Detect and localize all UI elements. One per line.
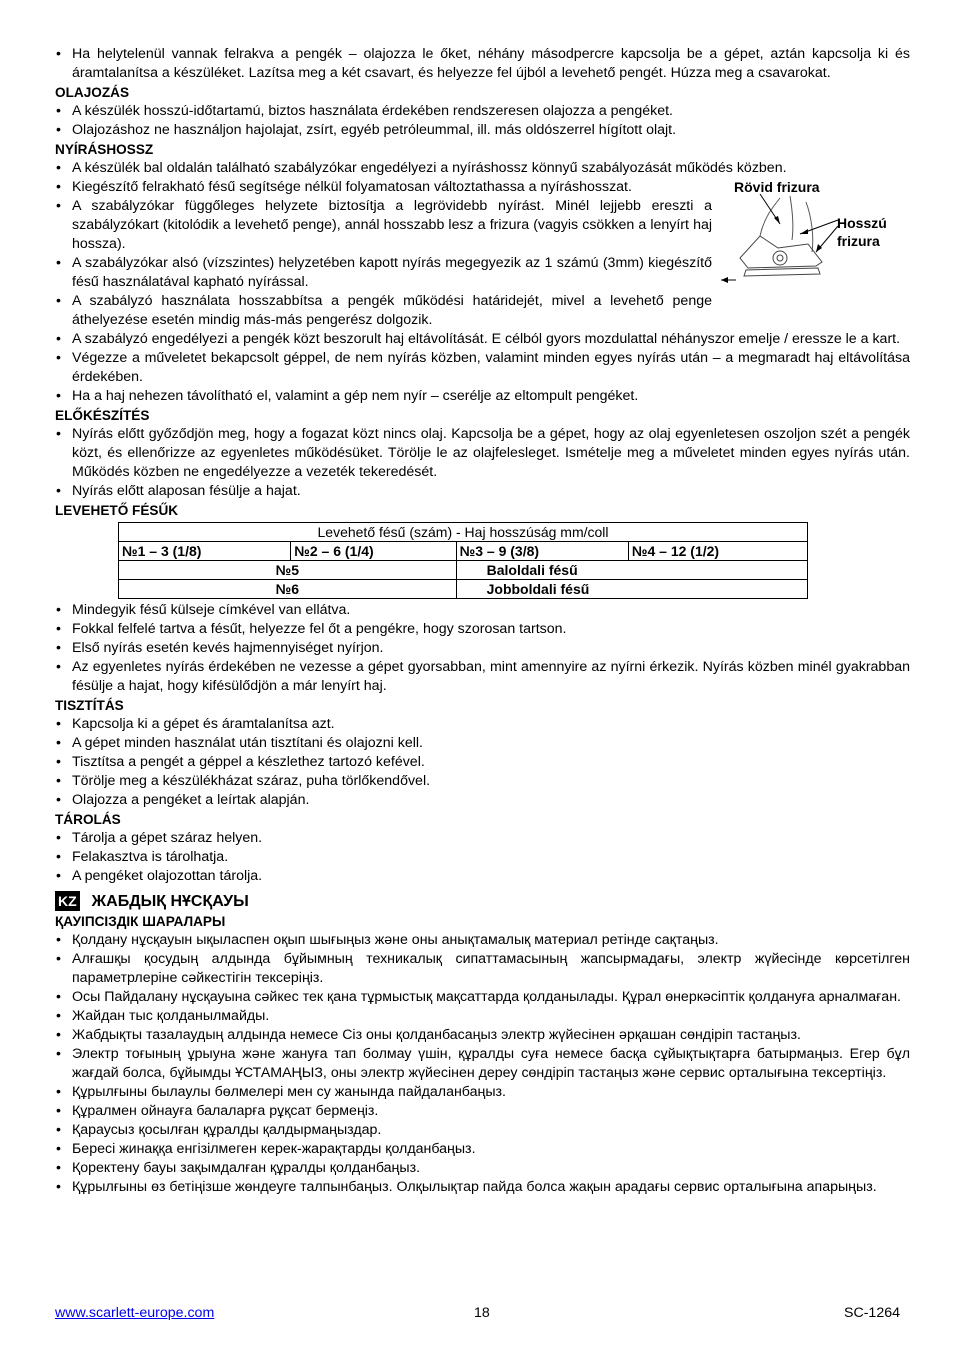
kz-section-header [55, 890, 910, 912]
intro-list [55, 45, 910, 83]
page-number: 18 [474, 1305, 490, 1321]
table-cell: №5 [119, 561, 457, 580]
list-item: • Жабдықты тазалаудың алдында немесе Сіз оны қолданбасаңыз электр жүйесінен әрқашан сөндіріп тастаңыз. [55, 1026, 910, 1045]
page-content [55, 45, 910, 1197]
section-title-storage: TÁROLÁS [55, 812, 121, 827]
kz-manual-title: ЖАБДЫҚ НҰСҚАУЫ [91, 892, 249, 910]
list-item: • Kapcsolja ki a gépet és áramtalanítsa azt. [55, 715, 910, 734]
combs-list [55, 601, 910, 696]
list-item: • Қоректену бауы зақымдалған құралды қолданбаңыз. [55, 1159, 910, 1178]
list-item: • Ha helytelenül vannak felrakva a pengék – olajozza le őket, néhány másodpercre kapcsolja be a gépet, aztán kapcsolja ki és áramtalanítsa a készüléket. Lazítsa meg a két csavart, és helyezze fel újból a levehető pengét. Húzza meg a csavarokat. [55, 45, 910, 83]
list-item: • Бересі жинаққа енгізілмеген керек-жарақтарды қолданбаңыз. [55, 1140, 910, 1159]
table-row [119, 542, 808, 561]
section-title-oiling: OLAJOZÁS [55, 85, 130, 100]
oiling-list [55, 102, 910, 140]
list-item: • Első nyírás esetén kevés hajmennyiséget nyírjon. [55, 639, 910, 658]
list-item: • Nyírás előtt alaposan fésülje a hajat. [55, 482, 910, 501]
table-cell: №3 – 9 (3/8) [456, 542, 628, 561]
figure-label-short: Rövid frizura [734, 179, 820, 195]
section-title-safety: ҚАУІПСІЗДІК ШАРАЛАРЫ [55, 914, 226, 929]
section-title-preparation: ELŐKÉSZÍTÉS [55, 408, 150, 423]
length-list-full [55, 159, 910, 178]
page-footer [55, 1304, 900, 1324]
list-item: • Қараусыз қосылған құралды қалдырмаңыздар. [55, 1121, 910, 1140]
list-item: • Электр тоғының ұрыуна және жануға тап болмау үшін, құралды суға немесе басқа сұйықтықтарға батырмаңыз. Егер бұл жағдай болса, бұйымды ҰСТАМАҢЫЗ, оны электр жүйесінен дереу сөндіріп тастаңыз және сервис орталығына тексертіңіз. [55, 1045, 910, 1083]
list-item: • Kiegészítő felrakható fésű segítsége nélkül folyamatosan változtathassa a nyíráshosszat. [55, 178, 712, 197]
website-link[interactable]: www.scarlett-europe.com [55, 1305, 215, 1321]
table-row [119, 580, 808, 599]
table-header-cell: Levehető fésű (szám) - Haj hosszúság mm/coll [119, 523, 808, 542]
list-item: • Tárolja a gépet száraz helyen. [55, 829, 910, 848]
table-cell: №6 [119, 580, 457, 599]
section-title-combs: LEVEHETŐ FÉSŰK [55, 503, 179, 518]
table-cell: Jobboldali fésű [456, 580, 807, 599]
list-item: • Tisztítsa a pengét a géppel a készlethez tartozó kefével. [55, 753, 910, 772]
list-item: • Жайдан тыс қолданылмайды. [55, 1007, 910, 1026]
list-item: • Құрылғыны өз бетіңізше жөндеуге талпынбаңыз. Олқылықтар пайда болса жақын арадағы сервис орталығына апарыңыз. [55, 1178, 910, 1197]
figure-label-long-1: Hosszú [837, 215, 887, 231]
list-item: • Осы Пайдалану нұсқауына сәйкес тек қана тұрмыстық мақсаттарда қолданылады. Құрал өнеркәсіптік қолдануға арналмаған. [55, 988, 910, 1007]
list-item: • Алғашқы қосудың алдында бұйымның техникалық сипаттамасының жапсырмадағы, электр жүйесінде көрсетілген параметрлеріне сәйкестігін тексеріңіз. [55, 950, 910, 988]
list-item: • Құрылғыны былаулы бөлмелері мен су жанында пайдаланбаңыз. [55, 1083, 910, 1102]
list-item: • Құралмен ойнауға балаларға рұқсат бермеңіз. [55, 1102, 910, 1121]
preparation-list [55, 425, 910, 501]
table-row [119, 561, 808, 580]
model-number: SC-1264 [844, 1305, 900, 1321]
list-item: • Olajozza a pengéket a leírtak alapján. [55, 791, 910, 810]
list-item: • Törölje meg a készülékházat száraz, puha törlőkendővel. [55, 772, 910, 791]
table-cell: №2 – 6 (1/4) [291, 542, 456, 561]
list-item: • A gépet minden használat után tisztítani és olajozni kell. [55, 734, 910, 753]
length-block [55, 178, 910, 330]
list-item: • Felakasztva is tárolhatja. [55, 848, 910, 867]
cleaning-list [55, 715, 910, 810]
list-item: • A készülék bal oldalán található szabályzókar engedélyezi a nyíráshossz könnyű szabályozását működés közben. [55, 159, 910, 178]
list-item: • A szabályzókar függőleges helyzete biztosítja a legrövidebb nyírást. Minél lejjebb ereszti a szabályzókart (kitolódik a levehető penge), annál hosszabb lesz a frizura (vagyis csökken a lenyírt haj hossza). [55, 197, 712, 254]
storage-list [55, 829, 910, 886]
list-item: • Olajozáshoz ne használjon hajolajat, zsírt, egyéb petróleummal, ill. más oldószerrel hígított olajt. [55, 121, 910, 140]
list-item: • A szabályzókar alsó (vízszintes) helyzetében kapott nyírás megegyezik az 1 számú (3mm) kiegészítő fésű használatával kapható nyírással. [55, 254, 712, 292]
length-list-rest [55, 330, 910, 406]
list-item: • Қолдану нұсқауын ықыласпен оқып шығыңыз және оны анықтамалық материал ретінде сақтаңыз. [55, 931, 910, 950]
hair-clipper-lever-icon [720, 178, 910, 300]
list-item: • Nyírás előtt győződjön meg, hogy a fogazat közt nincs olaj. Kapcsolja be a gépet, hogy az olaj egyenletesen oszoljon szét a pengék közt, és ellenőrizze az egyenletes működésüket. Törölje le az olajfelesleget. Ismételje meg a műveletet minden egyes nyírás után. Működés közben ne engedélyezze a vezeték tekeredését. [55, 425, 910, 482]
list-item: • A szabályzó használata hosszabbítsa a pengék működési határidejét, mivel a levehető penge áthelyezése esetén mindig más-más pengerész dolgozik. [55, 292, 712, 330]
list-item: • A készülék hosszú-időtartamú, biztos használata érdekében rendszeresen olajozza a pengéket. [55, 102, 910, 121]
section-title-length: NYÍRÁSHOSSZ [55, 142, 154, 157]
section-title-cleaning: TISZTÍTÁS [55, 698, 124, 713]
combs-table [118, 522, 808, 599]
list-item: • Az egyenletes nyírás érdekében ne vezesse a gépet gyorsabban, mint amennyire az nyírni érkezik. Nyírás közben minél gyakrabban fésülje a hajat, hogy kifésülődjön a már lenyírt haj. [55, 658, 910, 696]
list-item: • Ha a haj nehezen távolítható el, valamint a gép nem nyír – cserélje az eltompult pengéket. [55, 387, 910, 406]
list-item: • Fokkal felfelé tartva a fésűt, helyezze fel őt a pengékre, hogy szorosan tartson. [55, 620, 910, 639]
safety-list [55, 931, 910, 1197]
list-item: • Mindegyik fésű külseje címkével van ellátva. [55, 601, 910, 620]
list-item: • A szabályzó engedélyezi a pengék közt beszorult haj eltávolítását. E célból gyors mozdulattal néhányszor emelje / eressze le a kart. [55, 330, 910, 349]
language-badge: KZ [55, 891, 80, 911]
table-cell: №4 – 12 (1/2) [628, 542, 807, 561]
length-lever-figure [720, 178, 910, 300]
list-item: • A pengéket olajozottan tárolja. [55, 867, 910, 886]
table-row [119, 523, 808, 542]
figure-label-long-2: frizura [837, 233, 880, 249]
list-item: • Végezze a műveletet bekapcsolt géppel, de nem nyírás közben, valamint minden egyes nyírás után – a megmaradt haj eltávolítása érdekében. [55, 349, 910, 387]
table-cell: Baloldali fésű [456, 561, 807, 580]
table-cell: №1 – 3 (1/8) [119, 542, 291, 561]
